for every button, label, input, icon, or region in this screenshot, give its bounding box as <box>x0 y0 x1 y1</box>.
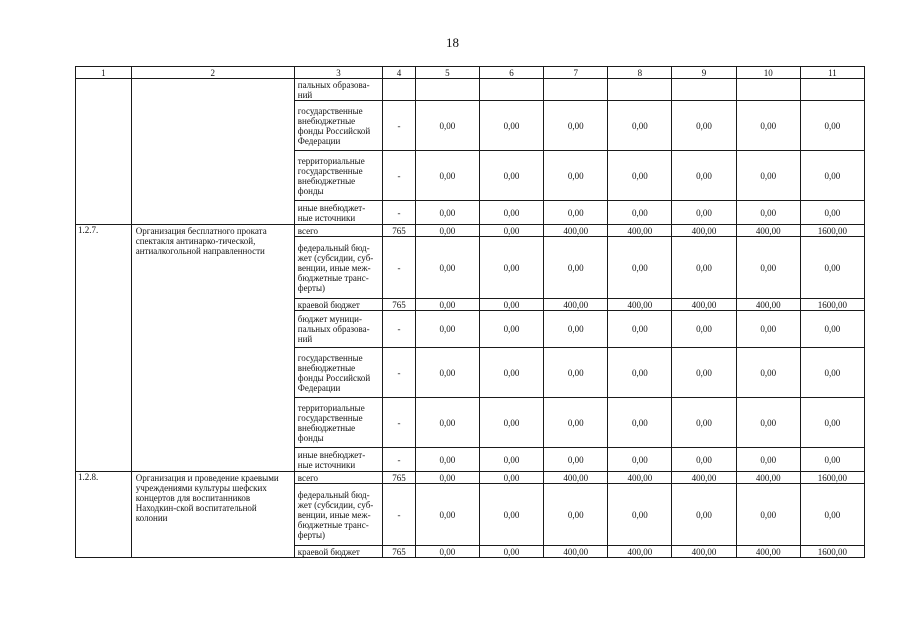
item-code-cell: 1.2.7. <box>76 225 132 472</box>
funding-source-cell: пальных образова-ний <box>294 79 382 101</box>
value-cell: 0,00 <box>544 484 608 546</box>
funding-source-cell: бюджет муници-пальных образова-ний <box>294 311 382 348</box>
value-cell: 0,00 <box>608 448 672 472</box>
value-cell: 0,00 <box>415 448 479 472</box>
value-cell: 0,00 <box>736 484 800 546</box>
value-cell: 0,00 <box>672 484 736 546</box>
item-name-cell: Организация бесплатного проката спектакля антинарко-тической, антиалкогольной направленности <box>131 225 294 472</box>
code-cell: 765 <box>383 299 416 311</box>
value-cell: 0,00 <box>608 101 672 151</box>
value-cell: 400,00 <box>736 546 800 558</box>
value-cell: 0,00 <box>415 348 479 398</box>
value-cell: 1600,00 <box>800 299 864 311</box>
value-cell: 0,00 <box>800 398 864 448</box>
column-header: 11 <box>800 67 864 79</box>
value-cell: 0,00 <box>608 311 672 348</box>
column-header: 10 <box>736 67 800 79</box>
value-cell: 0,00 <box>672 448 736 472</box>
code-cell: - <box>383 448 416 472</box>
value-cell: 0,00 <box>479 151 543 201</box>
value-cell: 0,00 <box>415 311 479 348</box>
funding-source-cell: федеральный бюд-жет (субсидии, суб-венции, иные меж-бюджетные транс-ферты) <box>294 484 382 546</box>
code-cell: - <box>383 237 416 299</box>
value-cell: 0,00 <box>672 151 736 201</box>
value-cell <box>672 79 736 101</box>
column-header: 4 <box>383 67 416 79</box>
code-cell: 765 <box>383 546 416 558</box>
value-cell <box>800 79 864 101</box>
funding-source-cell: краевой бюджет <box>294 299 382 311</box>
value-cell: 0,00 <box>415 237 479 299</box>
value-cell: 0,00 <box>415 101 479 151</box>
value-cell: 0,00 <box>544 398 608 448</box>
value-cell <box>479 79 543 101</box>
value-cell: 0,00 <box>608 201 672 225</box>
value-cell: 0,00 <box>608 151 672 201</box>
code-cell: - <box>383 398 416 448</box>
funding-source-cell: всего <box>294 472 382 484</box>
value-cell: 0,00 <box>800 484 864 546</box>
code-cell <box>383 79 416 101</box>
funding-source-cell: государственные внебюджетные фонды Российской Федерации <box>294 348 382 398</box>
value-cell <box>544 79 608 101</box>
value-cell: 0,00 <box>415 484 479 546</box>
funding-source-cell: всего <box>294 225 382 237</box>
value-cell: 0,00 <box>544 101 608 151</box>
value-cell: 0,00 <box>479 237 543 299</box>
table-row <box>76 225 865 237</box>
value-cell: 0,00 <box>479 299 543 311</box>
funding-source-cell: иные внебюджет-ные источники <box>294 201 382 225</box>
funding-source-cell: государственные внебюджетные фонды Российской Федерации <box>294 101 382 151</box>
value-cell: 0,00 <box>736 348 800 398</box>
funding-source-cell: территориальные государственные внебюджетные фонды <box>294 151 382 201</box>
column-header: 2 <box>131 67 294 79</box>
code-cell: - <box>383 101 416 151</box>
code-cell: - <box>383 348 416 398</box>
value-cell: 0,00 <box>415 201 479 225</box>
value-cell: 0,00 <box>479 472 543 484</box>
funding-source-cell: краевой бюджет <box>294 546 382 558</box>
item-name-cell: Организация и проведение краевыми учреждениями культуры шефских концертов для воспитанников Находкин-ской воспитательной колонии <box>131 472 294 558</box>
table-row <box>76 79 865 101</box>
value-cell: 0,00 <box>415 225 479 237</box>
table-header-row <box>76 67 865 79</box>
value-cell: 1600,00 <box>800 472 864 484</box>
funding-source-cell: федеральный бюд-жет (субсидии, суб-венции, иные меж-бюджетные транс-ферты) <box>294 237 382 299</box>
value-cell: 0,00 <box>544 151 608 201</box>
value-cell: 0,00 <box>736 151 800 201</box>
value-cell: 0,00 <box>479 484 543 546</box>
value-cell: 0,00 <box>479 448 543 472</box>
column-header: 5 <box>415 67 479 79</box>
code-cell: - <box>383 484 416 546</box>
column-header: 9 <box>672 67 736 79</box>
value-cell: 0,00 <box>672 101 736 151</box>
funding-source-cell: иные внебюджет-ные источники <box>294 448 382 472</box>
value-cell: 0,00 <box>544 448 608 472</box>
value-cell: 0,00 <box>800 151 864 201</box>
value-cell: 400,00 <box>736 472 800 484</box>
value-cell: 400,00 <box>608 472 672 484</box>
value-cell <box>736 79 800 101</box>
column-header: 3 <box>294 67 382 79</box>
value-cell: 0,00 <box>544 348 608 398</box>
value-cell: 400,00 <box>736 225 800 237</box>
value-cell: 0,00 <box>736 201 800 225</box>
value-cell: 0,00 <box>415 472 479 484</box>
column-header: 8 <box>608 67 672 79</box>
value-cell: 0,00 <box>608 484 672 546</box>
value-cell: 0,00 <box>736 311 800 348</box>
code-cell: 765 <box>383 225 416 237</box>
value-cell: 0,00 <box>479 201 543 225</box>
value-cell: 0,00 <box>479 348 543 398</box>
budget-table <box>75 66 865 558</box>
value-cell: 0,00 <box>415 151 479 201</box>
value-cell: 400,00 <box>672 472 736 484</box>
value-cell: 400,00 <box>544 225 608 237</box>
funding-source-cell: территориальные государственные внебюджетные фонды <box>294 398 382 448</box>
item-code-cell <box>76 79 132 225</box>
value-cell: 0,00 <box>800 201 864 225</box>
table-row <box>76 472 865 484</box>
value-cell: 0,00 <box>672 348 736 398</box>
value-cell: 0,00 <box>544 201 608 225</box>
value-cell: 400,00 <box>544 299 608 311</box>
value-cell: 400,00 <box>608 299 672 311</box>
value-cell: 400,00 <box>672 546 736 558</box>
value-cell: 0,00 <box>800 101 864 151</box>
value-cell: 0,00 <box>800 311 864 348</box>
value-cell <box>608 79 672 101</box>
value-cell: 1600,00 <box>800 225 864 237</box>
code-cell: - <box>383 311 416 348</box>
value-cell: 0,00 <box>415 546 479 558</box>
value-cell: 400,00 <box>672 299 736 311</box>
code-cell: - <box>383 201 416 225</box>
value-cell: 0,00 <box>415 398 479 448</box>
value-cell: 0,00 <box>800 237 864 299</box>
value-cell: 400,00 <box>608 225 672 237</box>
column-header: 6 <box>479 67 543 79</box>
value-cell: 0,00 <box>608 398 672 448</box>
value-cell: 0,00 <box>672 201 736 225</box>
value-cell: 0,00 <box>544 311 608 348</box>
value-cell: 0,00 <box>415 299 479 311</box>
value-cell: 0,00 <box>800 348 864 398</box>
value-cell: 0,00 <box>608 348 672 398</box>
value-cell: 0,00 <box>479 398 543 448</box>
value-cell: 0,00 <box>479 311 543 348</box>
value-cell: 0,00 <box>800 448 864 472</box>
item-code-cell: 1.2.8. <box>76 472 132 558</box>
value-cell: 0,00 <box>672 311 736 348</box>
value-cell: 0,00 <box>672 237 736 299</box>
value-cell: 0,00 <box>736 398 800 448</box>
item-name-cell <box>131 79 294 225</box>
code-cell: - <box>383 151 416 201</box>
value-cell: 400,00 <box>672 225 736 237</box>
column-header: 7 <box>544 67 608 79</box>
value-cell: 1600,00 <box>800 546 864 558</box>
value-cell: 0,00 <box>479 225 543 237</box>
value-cell: 0,00 <box>736 448 800 472</box>
value-cell: 0,00 <box>544 237 608 299</box>
code-cell: 765 <box>383 472 416 484</box>
value-cell: 0,00 <box>672 398 736 448</box>
value-cell: 0,00 <box>479 101 543 151</box>
value-cell: 0,00 <box>479 546 543 558</box>
value-cell: 400,00 <box>608 546 672 558</box>
value-cell: 0,00 <box>608 237 672 299</box>
column-header: 1 <box>76 67 132 79</box>
value-cell: 400,00 <box>544 472 608 484</box>
value-cell: 400,00 <box>736 299 800 311</box>
value-cell: 400,00 <box>544 546 608 558</box>
value-cell <box>415 79 479 101</box>
value-cell: 0,00 <box>736 101 800 151</box>
value-cell: 0,00 <box>736 237 800 299</box>
page-number: 18 <box>446 35 459 50</box>
